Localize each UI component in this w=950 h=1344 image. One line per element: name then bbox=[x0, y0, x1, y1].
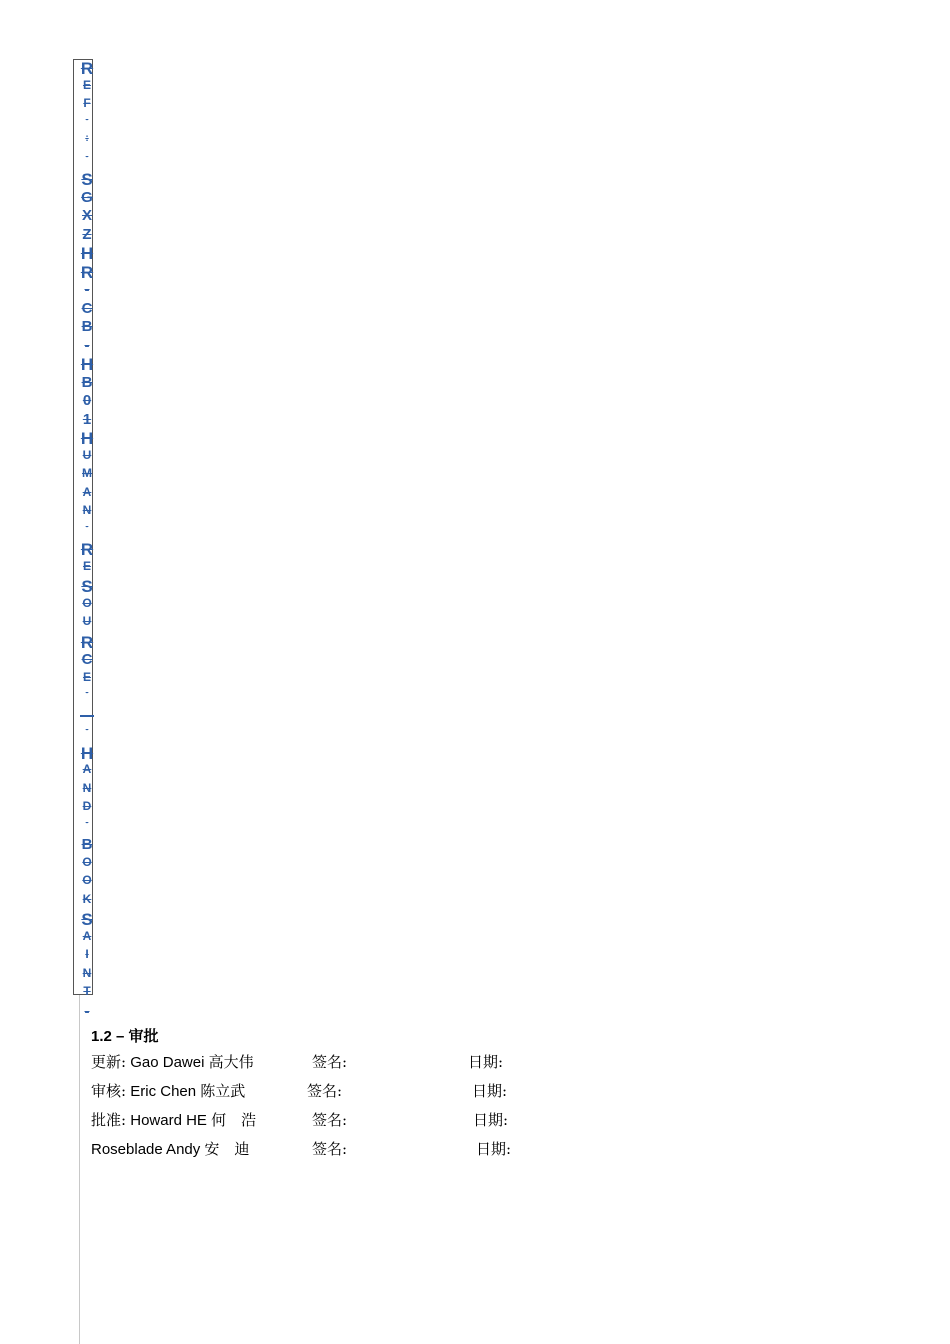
reference-code-char: - bbox=[84, 336, 90, 354]
reference-code-char: - bbox=[85, 817, 89, 827]
reference-code-char: : bbox=[85, 133, 89, 144]
date-label: 日期: bbox=[472, 1082, 508, 1100]
signature-label: 签名: bbox=[312, 1140, 348, 1158]
role-label: 批准: bbox=[91, 1111, 127, 1129]
reference-code-char: N bbox=[82, 965, 92, 980]
name-en: Eric Chen bbox=[130, 1083, 197, 1100]
reference-code-char: - bbox=[85, 725, 89, 734]
section-title: 1.2 – 审批 bbox=[91, 1028, 159, 1045]
signature-label: 签名: bbox=[307, 1082, 343, 1100]
name-cn: 陈立武 bbox=[200, 1082, 246, 1100]
reference-code-char: S bbox=[81, 577, 93, 596]
name-cn: 高大伟 bbox=[208, 1053, 254, 1071]
reference-code-char: N bbox=[82, 780, 92, 795]
reference-code-char: A bbox=[82, 928, 92, 943]
reference-code-char: S bbox=[81, 170, 93, 189]
reference-code-char: 0 bbox=[82, 392, 92, 409]
reference-code-char: D bbox=[82, 799, 92, 813]
approval-row-review bbox=[91, 1081, 508, 1101]
reference-code-char: H bbox=[80, 743, 94, 763]
reference-code-char: U bbox=[82, 614, 92, 628]
reference-code-char: X bbox=[81, 207, 92, 224]
reference-code-char: U bbox=[82, 447, 92, 462]
date-label: 日期: bbox=[473, 1111, 509, 1129]
reference-code-char: - bbox=[85, 151, 89, 161]
reference-code-char: M bbox=[82, 466, 92, 480]
reference-code-char: - bbox=[84, 1002, 90, 1020]
reference-code-char: E bbox=[82, 77, 91, 92]
reference-code-char: N bbox=[82, 503, 92, 517]
name-en: Roseblade Andy bbox=[91, 1141, 201, 1158]
page-margin-line bbox=[79, 995, 80, 1344]
name-cn: 何 浩 bbox=[211, 1111, 257, 1129]
reference-code-char: A bbox=[82, 762, 92, 776]
reference-code-char: O bbox=[82, 873, 92, 887]
reference-code-char: R bbox=[80, 540, 94, 559]
signature-label: 签名: bbox=[312, 1111, 348, 1129]
reference-code-char: Z bbox=[82, 225, 92, 243]
name-en: Howard HE bbox=[130, 1112, 207, 1129]
reference-code-char: R bbox=[80, 262, 94, 282]
name-cn: 安 迪 bbox=[204, 1140, 250, 1158]
approval-row-fourth bbox=[91, 1139, 512, 1159]
reference-code-char: B bbox=[81, 836, 93, 853]
reference-code-char: T bbox=[83, 984, 91, 998]
date-label: 日期: bbox=[468, 1053, 504, 1071]
reference-code-char: - bbox=[85, 114, 89, 124]
reference-code-char: 1 bbox=[82, 410, 92, 428]
reference-code-char: H bbox=[80, 355, 94, 374]
reference-code-char: R bbox=[80, 59, 94, 78]
reference-code-char: F bbox=[83, 96, 91, 110]
signature-label: 签名: bbox=[312, 1053, 348, 1071]
date-label: 日期: bbox=[476, 1140, 512, 1158]
role-label: 审核: bbox=[91, 1082, 127, 1100]
reference-code-char: E bbox=[82, 558, 91, 573]
approval-row-update bbox=[91, 1052, 504, 1072]
reference-code-char: O bbox=[82, 595, 92, 610]
reference-code-char: R bbox=[80, 632, 94, 652]
reference-code-char: K bbox=[82, 891, 92, 906]
reference-code-char: B bbox=[81, 373, 93, 391]
approval-row-approve bbox=[91, 1110, 509, 1130]
reference-code-char: O bbox=[82, 854, 92, 869]
reference-code-char: H bbox=[80, 244, 94, 263]
reference-code-char: - bbox=[85, 521, 89, 531]
reference-code-vertical bbox=[78, 59, 96, 1020]
reference-code-char: S bbox=[81, 910, 93, 929]
reference-code-char: I bbox=[85, 947, 89, 961]
reference-code-char: B bbox=[81, 318, 93, 335]
name-en: Gao Dawei bbox=[130, 1054, 205, 1071]
reference-code-char: C bbox=[81, 651, 93, 668]
reference-code-char: - bbox=[84, 281, 90, 298]
reference-code-char: - bbox=[85, 688, 89, 697]
role-label: 更新: bbox=[91, 1053, 127, 1071]
reference-code-char: — bbox=[80, 706, 94, 723]
reference-code-char: A bbox=[82, 484, 92, 499]
reference-code-char: E bbox=[82, 669, 91, 684]
reference-code-char: C bbox=[81, 299, 93, 317]
reference-code-char: H bbox=[80, 429, 94, 448]
reference-code-char: G bbox=[81, 188, 93, 206]
